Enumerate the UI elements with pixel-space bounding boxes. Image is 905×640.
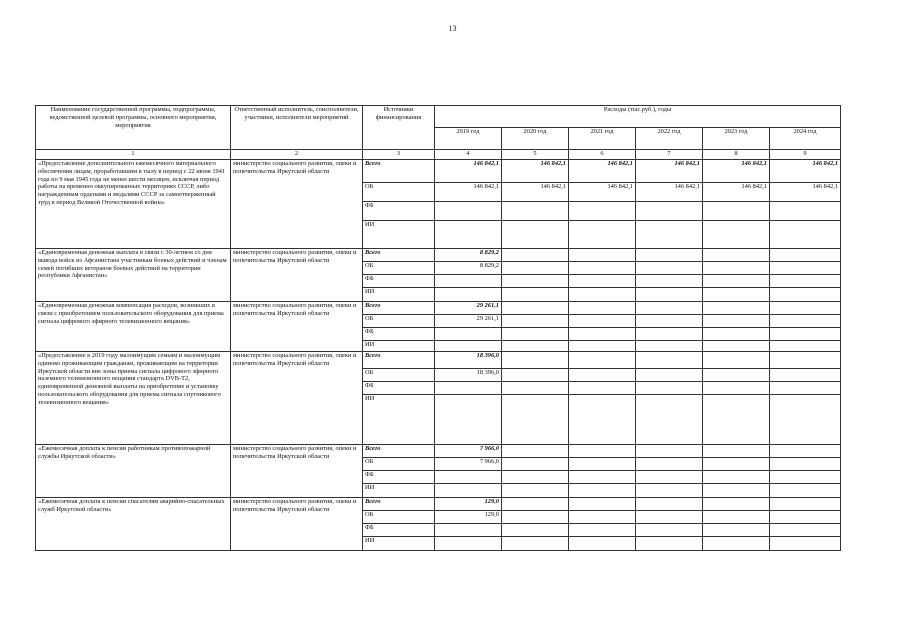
value-cell: [569, 288, 636, 302]
value-cell: [435, 484, 502, 498]
column-number: 8: [703, 150, 770, 160]
value-cell: [636, 445, 703, 458]
program-name-cell: «Предоставление в 2019 году малоимущим семьям и малоимущим одиноко проживающим гражданам, проживающим на территории Иркутской области вне зоны приема сигнала цифрового эфирного наземного телевизионного вещания стандарта DVB-T2, единовременной денежной выплаты на приобретение и установку пользовательского оборудования для приема сигнала спутникового телевизионного вещания»: [36, 352, 231, 445]
value-cell: [703, 288, 770, 302]
value-cell: [636, 275, 703, 288]
page-number: 13: [448, 24, 457, 33]
value-cell: [502, 511, 569, 524]
value-cell: [569, 395, 636, 445]
value-cell: [770, 524, 841, 537]
value-cell: 146 842,1: [636, 183, 703, 202]
source-cell: ФБ: [363, 471, 435, 484]
header-responsible: Ответственный исполнитель, соисполнители, участники, исполнители мероприятий: [231, 106, 363, 150]
value-cell: [569, 511, 636, 524]
value-cell: [569, 341, 636, 352]
value-cell: [569, 382, 636, 395]
value-cell: [502, 445, 569, 458]
value-cell: [770, 275, 841, 288]
column-number: 3: [363, 150, 435, 160]
value-cell: [502, 288, 569, 302]
table-row: [36, 445, 841, 458]
column-number: 1: [36, 150, 231, 160]
responsible-cell: министерство социального развития, опеки и попечительства Иркутской области: [231, 249, 363, 302]
responsible-cell: министерство социального развития, опеки и попечительства Иркутской области: [231, 352, 363, 445]
value-cell: 7 966,0: [435, 445, 502, 458]
value-cell: 146 842,1: [502, 160, 569, 183]
value-cell: [435, 471, 502, 484]
value-cell: [502, 202, 569, 221]
source-cell: Всего: [363, 302, 435, 315]
value-cell: [569, 458, 636, 471]
expenses-table: [35, 105, 841, 551]
value-cell: [770, 352, 841, 369]
value-cell: [569, 275, 636, 288]
value-cell: 146 842,1: [770, 183, 841, 202]
column-number: 6: [569, 150, 636, 160]
value-cell: [636, 249, 703, 262]
responsible-cell: министерство социального развития, опеки и попечительства Иркутской области: [231, 445, 363, 498]
value-cell: [770, 511, 841, 524]
value-cell: [636, 524, 703, 537]
value-cell: 29 261,1: [435, 315, 502, 328]
value-cell: [703, 498, 770, 511]
value-cell: 146 842,1: [703, 160, 770, 183]
source-cell: ИИ: [363, 221, 435, 249]
value-cell: [502, 302, 569, 315]
source-cell: ОБ: [363, 183, 435, 202]
value-cell: [636, 288, 703, 302]
source-cell: Всего: [363, 498, 435, 511]
value-cell: [636, 262, 703, 275]
value-cell: [770, 382, 841, 395]
column-number: 4: [435, 150, 502, 160]
value-cell: [636, 315, 703, 328]
value-cell: [703, 275, 770, 288]
value-cell: [770, 395, 841, 445]
value-cell: [770, 537, 841, 551]
header-expenses: Расходы (тыс.руб.), годы: [435, 106, 841, 128]
value-cell: 146 842,1: [569, 160, 636, 183]
value-cell: 146 842,1: [435, 183, 502, 202]
value-cell: [770, 315, 841, 328]
value-cell: [636, 511, 703, 524]
value-cell: [502, 275, 569, 288]
value-cell: [770, 249, 841, 262]
header-year: 2024 год: [770, 128, 841, 150]
program-name-cell: «Предоставление дополнительного ежемесячного материального обеспечения лицам, проработавшим в тылу в период с 22 июня 1941 года по 9 мая 1945 года не менее шести месяцев, исключая период работы на временно оккупированных территориях СССР, либо награжденным орденами и медалями СССР за самоотверженный труд в период Великой Отечественной войны»: [36, 160, 231, 249]
column-number: 7: [636, 150, 703, 160]
value-cell: 18 396,0: [435, 369, 502, 382]
value-cell: [569, 471, 636, 484]
value-cell: [569, 221, 636, 249]
source-cell: ФБ: [363, 328, 435, 341]
value-cell: [636, 395, 703, 445]
value-cell: [636, 369, 703, 382]
program-name-cell: «Единовременная денежная компенсация расходов, возникших в связи с приобретением пользовательского оборудования для приема сигнала цифрового эфирного телевизионного вещания»: [36, 302, 231, 352]
value-cell: [502, 249, 569, 262]
program-name-cell: «Единовременная денежная выплата в связи с 30-летием со дня вывода войск из Афганистана участникам боевых действий и членам семей погибших ветеранов боевых действий на территории республики Афганистан»: [36, 249, 231, 302]
value-cell: [703, 395, 770, 445]
value-cell: [502, 262, 569, 275]
source-cell: ОБ: [363, 369, 435, 382]
source-cell: ОБ: [363, 315, 435, 328]
value-cell: [703, 302, 770, 315]
value-cell: [636, 382, 703, 395]
source-cell: Всего: [363, 160, 435, 183]
program-name-cell: «Ежемесячная доплата к пенсии спасателям аварийно-спасательных служб Иркутской области»: [36, 498, 231, 551]
value-cell: [435, 524, 502, 537]
column-number: 9: [770, 150, 841, 160]
value-cell: [703, 369, 770, 382]
value-cell: [636, 302, 703, 315]
value-cell: [502, 395, 569, 445]
value-cell: [770, 458, 841, 471]
value-cell: 146 842,1: [435, 160, 502, 183]
value-cell: [502, 524, 569, 537]
value-cell: [703, 341, 770, 352]
value-cell: 146 842,1: [569, 183, 636, 202]
table-row: [36, 352, 841, 369]
source-cell: ОБ: [363, 458, 435, 471]
responsible-cell: министерство социального развития, опеки и попечительства Иркутской области: [231, 160, 363, 249]
value-cell: [569, 445, 636, 458]
value-cell: 146 842,1: [502, 183, 569, 202]
value-cell: [502, 352, 569, 369]
value-cell: [435, 537, 502, 551]
value-cell: [703, 249, 770, 262]
value-cell: [703, 445, 770, 458]
value-cell: 7 966,0: [435, 458, 502, 471]
value-cell: [636, 484, 703, 498]
value-cell: [569, 315, 636, 328]
header-year: 2021 год: [569, 128, 636, 150]
value-cell: [569, 202, 636, 221]
value-cell: [435, 341, 502, 352]
value-cell: [703, 458, 770, 471]
value-cell: 146 842,1: [703, 183, 770, 202]
value-cell: [703, 471, 770, 484]
header-year: 2020 год: [502, 128, 569, 150]
value-cell: [502, 369, 569, 382]
source-cell: ФБ: [363, 524, 435, 537]
value-cell: [569, 369, 636, 382]
value-cell: [502, 484, 569, 498]
value-cell: [770, 328, 841, 341]
value-cell: [636, 341, 703, 352]
value-cell: [502, 328, 569, 341]
value-cell: [569, 524, 636, 537]
source-cell: ФБ: [363, 275, 435, 288]
value-cell: [435, 221, 502, 249]
value-cell: [770, 202, 841, 221]
value-cell: [770, 288, 841, 302]
value-cell: 8 829,2: [435, 262, 502, 275]
value-cell: [435, 395, 502, 445]
source-cell: Всего: [363, 445, 435, 458]
header-year: 2019 год: [435, 128, 502, 150]
header-name: Наименование государственной программы, подпрограммы, ведомственной целевой программы, основного мероприятия, мероприятия: [36, 106, 231, 150]
value-cell: [770, 445, 841, 458]
value-cell: 146 842,1: [770, 160, 841, 183]
value-cell: [770, 221, 841, 249]
source-cell: Всего: [363, 249, 435, 262]
value-cell: [636, 202, 703, 221]
value-cell: [502, 315, 569, 328]
responsible-cell: министерство социального развития, опеки и попечительства Иркутской области: [231, 498, 363, 551]
value-cell: [502, 458, 569, 471]
value-cell: [703, 511, 770, 524]
value-cell: [636, 458, 703, 471]
source-cell: ИИ: [363, 341, 435, 352]
value-cell: [569, 328, 636, 341]
value-cell: [770, 341, 841, 352]
value-cell: 129,0: [435, 511, 502, 524]
value-cell: [435, 382, 502, 395]
value-cell: [703, 328, 770, 341]
value-cell: [435, 288, 502, 302]
value-cell: [770, 471, 841, 484]
value-cell: 29 261,1: [435, 302, 502, 315]
source-cell: ИИ: [363, 484, 435, 498]
table-row: [36, 302, 841, 315]
value-cell: [569, 537, 636, 551]
value-cell: [435, 275, 502, 288]
value-cell: [502, 537, 569, 551]
header-source: Источники финансирования: [363, 106, 435, 150]
header-year: 2022 год: [636, 128, 703, 150]
value-cell: [703, 221, 770, 249]
value-cell: [502, 341, 569, 352]
value-cell: [703, 315, 770, 328]
value-cell: [569, 249, 636, 262]
value-cell: [770, 262, 841, 275]
value-cell: [770, 498, 841, 511]
value-cell: [435, 328, 502, 341]
table-row: [36, 160, 841, 183]
value-cell: [703, 262, 770, 275]
source-cell: ИИ: [363, 537, 435, 551]
value-cell: 146 842,1: [636, 160, 703, 183]
value-cell: [569, 498, 636, 511]
value-cell: [703, 484, 770, 498]
value-cell: 129,0: [435, 498, 502, 511]
value-cell: [636, 471, 703, 484]
value-cell: [636, 352, 703, 369]
header-year: 2023 год: [703, 128, 770, 150]
value-cell: [703, 202, 770, 221]
value-cell: [502, 382, 569, 395]
value-cell: [770, 369, 841, 382]
value-cell: [569, 352, 636, 369]
table-body: [36, 160, 841, 551]
responsible-cell: министерство социального развития, опеки и попечительства Иркутской области: [231, 302, 363, 352]
column-number: 5: [502, 150, 569, 160]
source-cell: ФБ: [363, 382, 435, 395]
value-cell: 8 829,2: [435, 249, 502, 262]
value-cell: [636, 498, 703, 511]
value-cell: [435, 202, 502, 221]
value-cell: [703, 524, 770, 537]
source-cell: ОБ: [363, 511, 435, 524]
value-cell: [569, 484, 636, 498]
value-cell: [703, 382, 770, 395]
table-row: [36, 249, 841, 262]
value-cell: [636, 328, 703, 341]
source-cell: ИИ: [363, 288, 435, 302]
value-cell: [636, 537, 703, 551]
value-cell: [703, 352, 770, 369]
source-cell: ОБ: [363, 262, 435, 275]
table-row: [36, 498, 841, 511]
value-cell: [502, 498, 569, 511]
value-cell: [770, 302, 841, 315]
value-cell: [569, 302, 636, 315]
value-cell: [569, 262, 636, 275]
source-cell: ИИ: [363, 395, 435, 445]
column-number: 2: [231, 150, 363, 160]
value-cell: [636, 221, 703, 249]
program-name-cell: «Ежемесячная доплата к пенсии работникам противопожарной службы Иркутской области»: [36, 445, 231, 498]
value-cell: [703, 537, 770, 551]
value-cell: [770, 484, 841, 498]
source-cell: Всего: [363, 352, 435, 369]
value-cell: [502, 221, 569, 249]
value-cell: [502, 471, 569, 484]
source-cell: ФБ: [363, 202, 435, 221]
value-cell: 18 396,0: [435, 352, 502, 369]
